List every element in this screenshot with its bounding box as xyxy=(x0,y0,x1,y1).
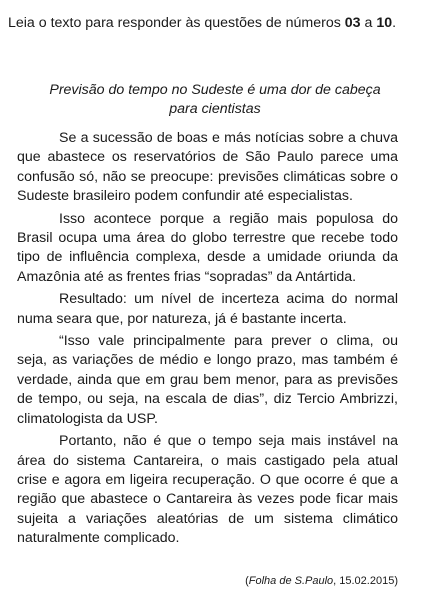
article-paragraph-4: “Isso vale principalmente para prever o clima, ou seja, as variações de médio e longo prazo, mas também é verdade, ainda que em grau bem menor, para as previsões de tempo, ou seja, na escala de dias”, diz Tercio Ambrizzi, climatologista da USP. xyxy=(17,333,398,427)
article-paragraph-5: Portanto, não é que o tempo seja mais instável na área do sistema Cantareira, o mais castigado pela atual crise e agora em ligeira recuperação. O que ocorre é que a região que abastece o Cantareira às vezes pode ficar mais sujeita a variações aleatórias de um sistema climático naturalmente complicado. xyxy=(17,433,398,547)
question-number-end: 10 xyxy=(376,15,393,31)
instruction-suffix: . xyxy=(392,15,397,31)
source-open-paren: ( xyxy=(245,575,249,587)
article-paragraph-3: Resultado: um nível de incerteza acima do normal numa seara que, por natureza, já é bastante incerta. xyxy=(17,291,398,327)
source-date: , 15.02.2015) xyxy=(333,575,398,587)
question-number-start: 03 xyxy=(344,15,361,31)
article-title-line-1: Previsão do tempo no Sudeste é uma dor de cabeça xyxy=(49,82,381,98)
source-publication: Folha de S.Paulo xyxy=(248,575,334,587)
article-paragraph-2: Isso acontece porque a região mais populosa do Brasil ocupa uma área do globo terrestre que recebe todo tipo de influência complexa, desde a umidade oriunda da Amazônia até as frentes frias “sopradas” da Antártida. xyxy=(17,210,398,285)
instruction-prefix: Leia o texto para responder às questões de números xyxy=(8,15,345,31)
article-title-line-2: para cientistas xyxy=(169,101,261,117)
article-source xyxy=(245,574,398,588)
instruction-middle: a xyxy=(360,15,377,31)
article-title xyxy=(0,81,430,119)
instruction-line xyxy=(8,14,424,32)
article-paragraph-1: Se a sucessão de boas e más notícias sobre a chuva que abastece os reservatórios de São Paulo parece uma confusão só, não se preocupe: previsões climáticas sobre o Sudeste brasileiro podem confundir até especialistas. xyxy=(17,130,398,205)
article-body xyxy=(17,129,398,552)
